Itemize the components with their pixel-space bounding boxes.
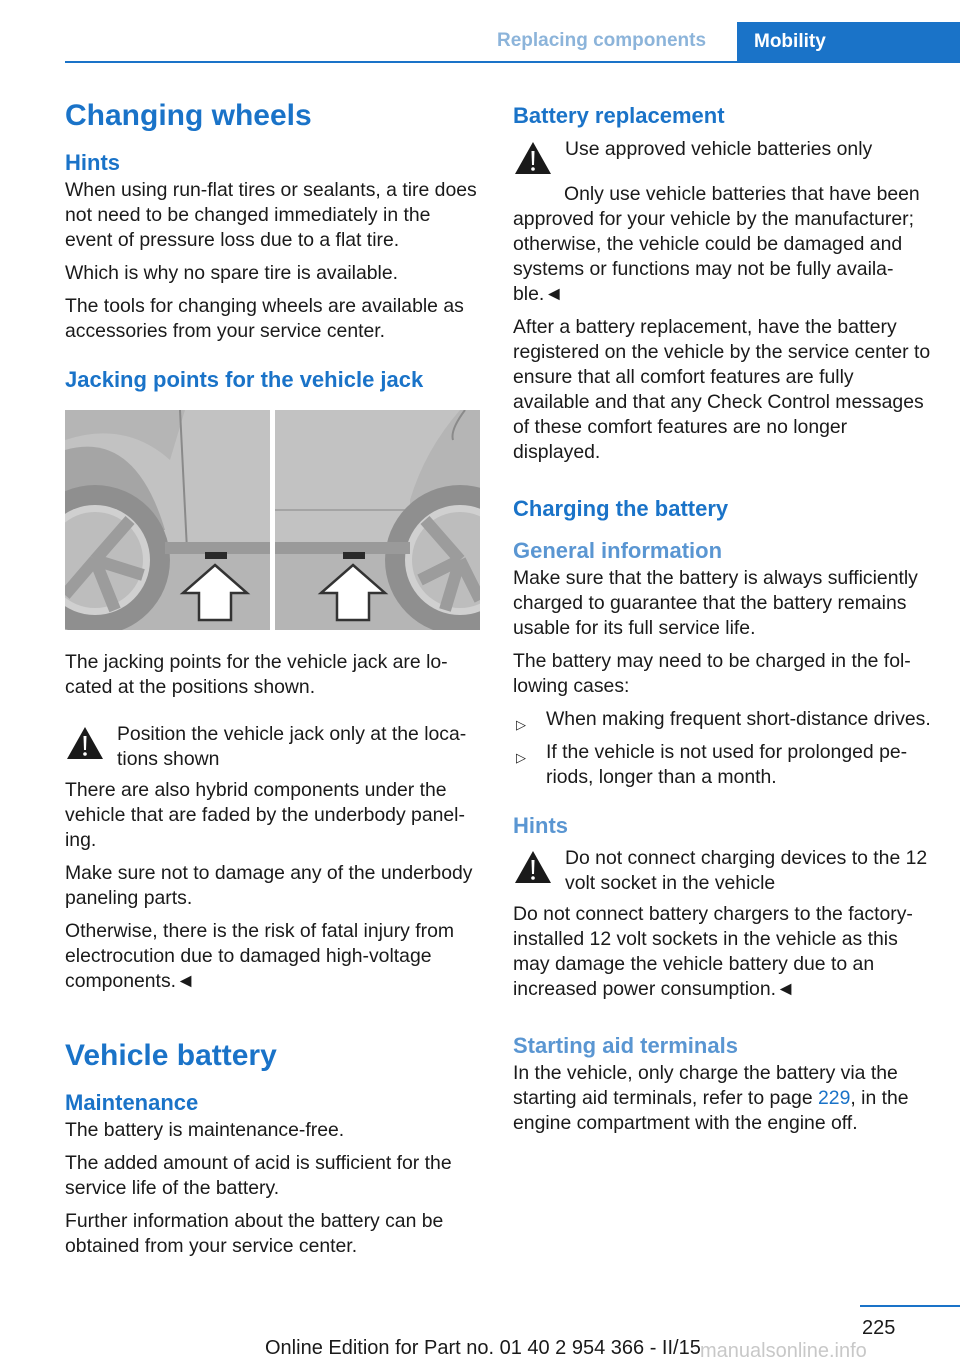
bullet-triangle-icon: ▷ (516, 716, 526, 732)
paragraph-approved-batteries: Only use vehicle batteries that have been approved for your vehicle by the manufacturer; otherwise, the vehicle could be damaged and systems or functions may not be fully available.◄ (513, 182, 920, 305)
heading-hints: Hints (65, 150, 120, 175)
left-column (65, 96, 480, 1267)
left-panel-illustration (65, 410, 270, 630)
header-section-title: Replacing components (497, 30, 707, 51)
paragraph-no-spare: Which is why no spare tire is available. (65, 261, 399, 284)
paragraph-further-info: Further information about the battery can be obtained from your service center. (65, 1209, 444, 1257)
paragraph-jacking-caption: The jacking points for the vehicle jack are located at the positions shown. (65, 651, 448, 699)
heading-general-information: General information (513, 538, 723, 564)
heading-vehicle-battery: Vehicle battery (65, 1039, 277, 1073)
bullet-triangle-icon: ▷ (516, 749, 526, 765)
heading-changing-wheels: Changing wheels (65, 99, 312, 132)
warning-text-jack: Position the vehicle jack only at the locations shown (117, 723, 467, 771)
paragraph-starting-aid: In the vehicle, only charge the battery via the starting aid terminals, refer to page 229, in the engine compartment with the engine off. (513, 1061, 909, 1134)
warning-triangle-icon (65, 724, 105, 762)
warning-triangle-icon (513, 848, 553, 886)
footer-rule (860, 1305, 960, 1307)
right-column (513, 102, 933, 1144)
footer-edition: Online Edition for Part no. 01 40 2 954 366 - II/15 (265, 1337, 701, 1359)
heading-charging-battery: Charging the battery (513, 495, 729, 521)
paragraph-run-flat: When using run-flat tires or sealants, a tire does not need to be changed immediately in the event of pressure loss due to a flat tire. (65, 178, 477, 251)
warning-triangle-icon (513, 139, 553, 177)
paragraph-acid: The added amount of acid is sufficient for the service life of the battery. (65, 1151, 452, 1199)
paragraph-12v-chargers: Do not connect battery chargers to the factory-installed 12 volt sockets in the vehicle as this may damage the vehicle battery due to an increased power consumption.◄ (513, 903, 913, 1001)
paragraph-tools: The tools for changing wheels are available as accessories from your service center. (65, 294, 464, 342)
jacking-points-illustration (65, 410, 480, 630)
heading-hints-charging: Hints (513, 812, 568, 838)
paragraph-underbody: Make sure not to damage any of the underbody paneling parts. (65, 862, 473, 910)
heading-maintenance: Maintenance (65, 1090, 199, 1116)
page-number: 225 (862, 1317, 896, 1339)
paragraph-sufficiently-charged: Make sure that the battery is always sufficiently charged to guarantee that the battery remains usable for its full service life. (513, 566, 918, 639)
warning-title-approved: Use approved vehicle batteries only (565, 137, 873, 160)
paragraph-maintenance-free: The battery is maintenance-free. (65, 1118, 345, 1141)
charge-cases-list (513, 707, 933, 790)
header-chapter-tab: Mobility (737, 22, 960, 63)
warning-approved-batteries (513, 137, 933, 177)
list-item: ▷ If the vehicle is not used for prolonged periods, longer than a month. (516, 740, 908, 788)
page-link-229[interactable]: 229 (818, 1086, 851, 1109)
heading-jacking-points: Jacking points for the vehicle jack (65, 366, 424, 392)
header-rule (65, 61, 960, 63)
warning-12v-socket (513, 846, 933, 896)
warning-jack-position (65, 722, 480, 772)
paragraph-charge-cases: The battery may need to be charged in the following cases: (513, 649, 911, 697)
list-item: ▷ When making frequent short-distance drives. (513, 707, 933, 732)
heading-battery-replacement: Battery replacement (513, 103, 725, 128)
warning-title-12v: Do not connect charging devices to the 12 volt socket in the vehicle (565, 847, 928, 895)
paragraph-battery-registration: After a battery replacement, have the battery registered on the vehicle by the service center to ensure that all comfort features are fully available and that any Check Control messages of these comfort features are no longer displayed. (513, 315, 931, 463)
heading-starting-aid-terminals: Starting aid terminals (513, 1033, 738, 1059)
paragraph-hybrid-components: There are also hybrid components under the vehicle that are faded by the underbody paneling. (65, 779, 465, 852)
watermark: manualsonline.info (700, 1340, 867, 1362)
right-panel-illustration (275, 410, 480, 630)
paragraph-electrocution: Otherwise, there is the risk of fatal injury from electrocution due to damaged high-voltage components.◄ (65, 920, 455, 993)
